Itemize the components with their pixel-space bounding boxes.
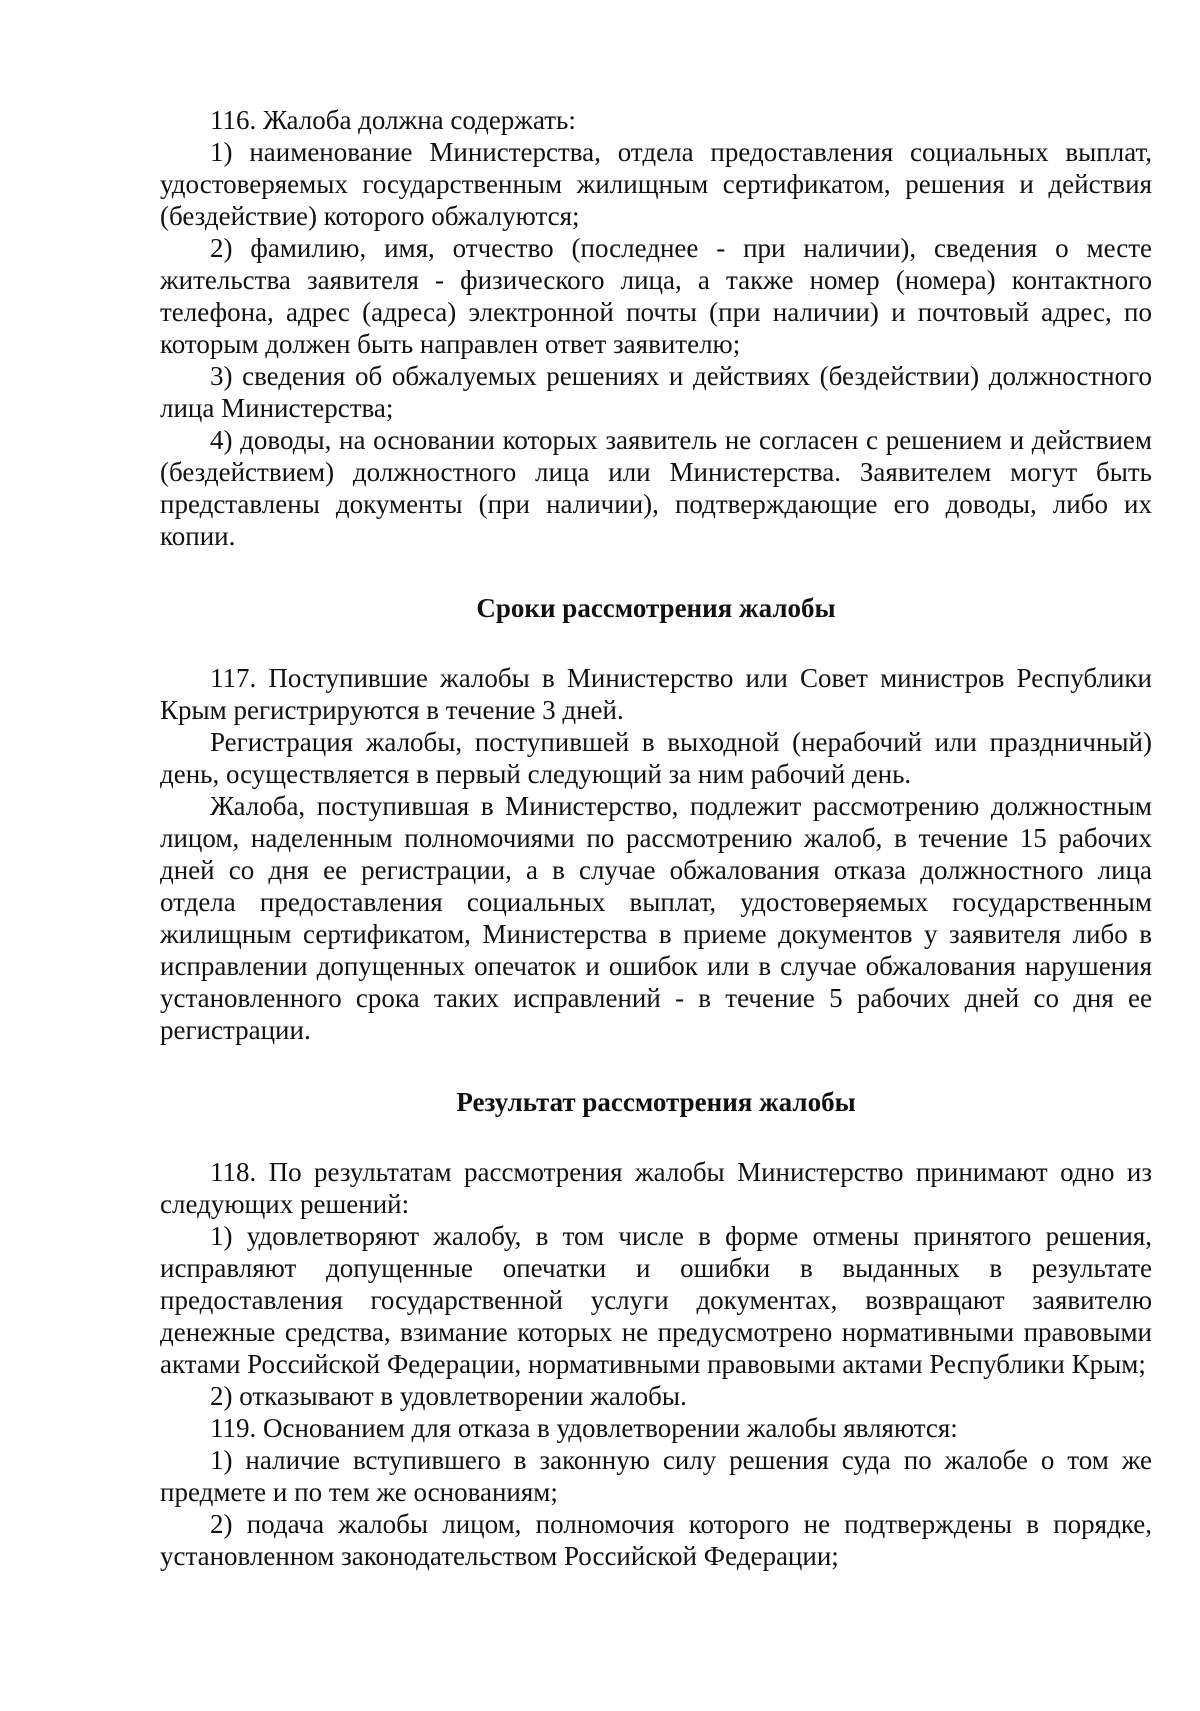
paragraph-118-item-2: 2) отказывают в удовлетворении жалобы. (210, 1381, 687, 1411)
paragraph-119: 119. Основанием для отказа в удовлетворении жалобы являются: (210, 1413, 958, 1443)
paragraph-117-review: Жалоба, поступившая в Министерство, подлежит рассмотрению должностным лицом, наделенным полномочиями по рассмотрению жалоб, в течение 15 рабочих дней со дня ее регистрации, а в случае обжалования отказа должностного лица отдела предоставления социальных выплат, удостоверяемых государственным жилищным сертификатом, Министерства в приеме документов у заявителя либо в исправлении допущенных опечаток и ошибок или в случае обжалования нарушения установленного срока таких исправлений - в течение 5 рабочих дней со дня ее регистрации. (160, 791, 1152, 1045)
paragraph-117-registration: Регистрация жалобы, поступившей в выходной (нерабочий или праздничный) день, осуществляется в первый следующий за ним рабочий день. (160, 727, 1152, 789)
heading-result: Результат рассмотрения жалобы (456, 1087, 856, 1117)
paragraph-118: 118. По результатам рассмотрения жалобы Министерство принимают одно из следующих решений: (160, 1157, 1152, 1219)
paragraph-116-item-2: 2) фамилию, имя, отчество (последнее - при наличии), сведения о месте жительства заявителя - физического лица, а также номер (номера) контактного телефона, адрес (адреса) электронной почты (при наличии) и почтовый адрес, по которым должен быть направлен ответ заявителю; (160, 233, 1152, 359)
paragraph-117: 117. Поступившие жалобы в Министерство или Совет министров Республики Крым регистрируются в течение 3 дней. (160, 663, 1152, 725)
paragraph-116-item-4: 4) доводы, на основании которых заявитель не согласен с решением и действием (бездействием) должностного лица или Министерства. Заявителем могут быть представлены документы (при наличии), подтверждающие его доводы, либо их копии. (160, 425, 1152, 551)
paragraph-118-item-1: 1) удовлетворяют жалобу, в том числе в форме отмены принятого решения, исправляют допущенные опечатки и ошибки в выданных в результате предоставления государственной услуги документах, возвращают заявителю денежные средства, взимание которых не предусмотрено нормативными правовыми актами Российской Федерации, нормативными правовыми актами Республики Крым; (160, 1221, 1152, 1379)
paragraph-119-item-2: 2) подача жалобы лицом, полномочия которого не подтверждены в порядке, установленном законодательством Российской Федерации; (160, 1509, 1152, 1571)
paragraph-116-item-3: 3) сведения об обжалуемых решениях и действиях (бездействии) должностного лица Министерства; (160, 361, 1152, 423)
document-page (160, 104, 1152, 1572)
paragraph-119-item-1: 1) наличие вступившего в законную силу решения суда по жалобе о том же предмете и по тем же основаниям; (160, 1445, 1152, 1507)
paragraph-116-intro: 116. Жалоба должна содержать: (210, 105, 576, 135)
paragraph-116-item-1: 1) наименование Министерства, отдела предоставления социальных выплат, удостоверяемых государственным жилищным сертификатом, решения и действия (бездействие) которого обжалуются; (160, 137, 1152, 231)
heading-terms: Сроки рассмотрения жалобы (476, 593, 836, 623)
